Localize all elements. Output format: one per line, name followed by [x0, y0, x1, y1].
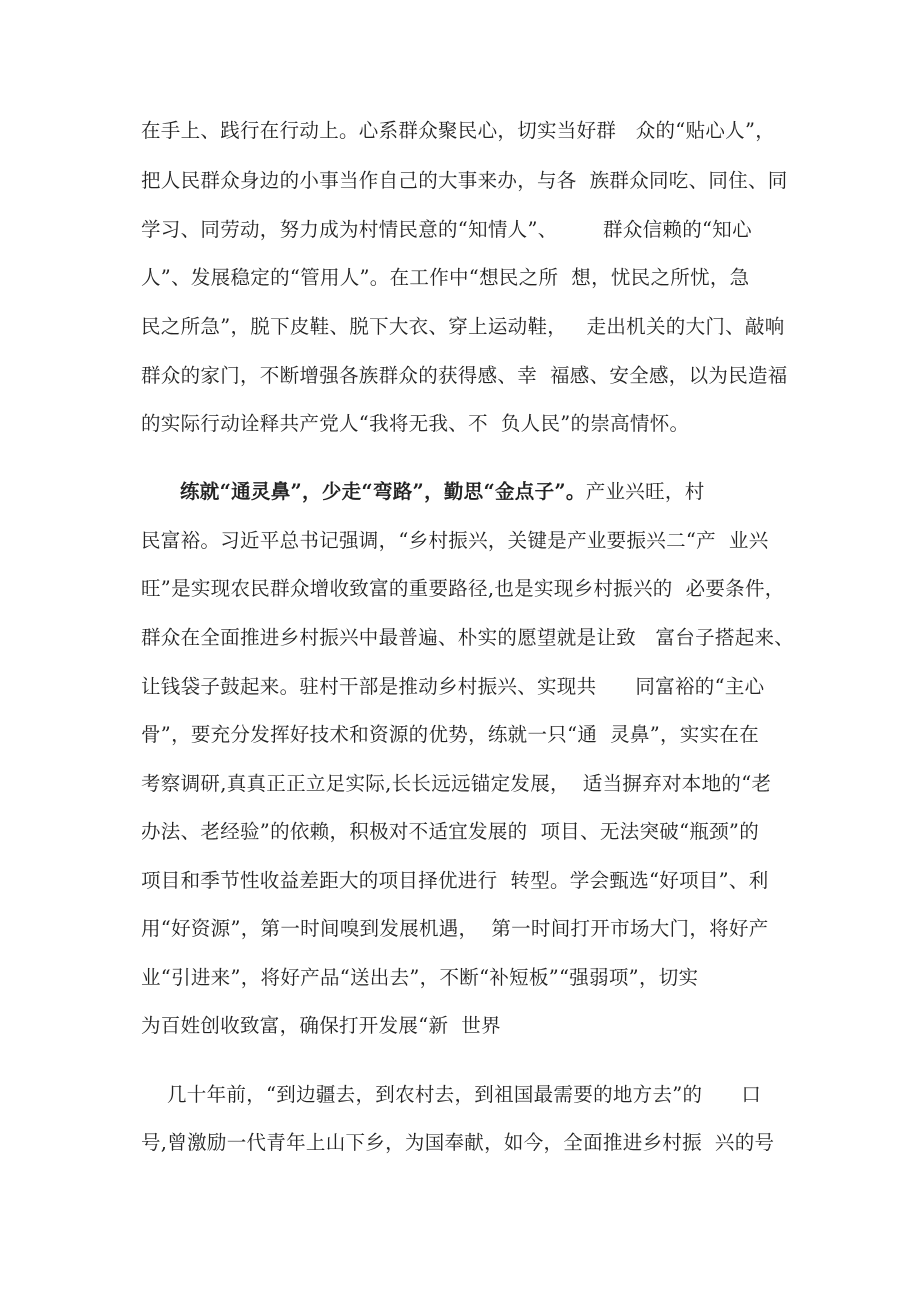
text-line: 办法、老经验”的依赖，积极对不适宜发展的 项目、无法突破“瓶颈”的 — [141, 820, 760, 843]
text-line: 旺”是实现农民群众增收致富的重要路径,也是实现乡村振兴的 必要条件， — [141, 577, 785, 600]
text-line — [180, 480, 780, 504]
text-line: 用“好资源”，第一时间嗅到发展机遇， 第一时间打开市场大门，将好产 — [141, 917, 769, 940]
text-line: 业“引进来”，将好产品“送出去”，不断“补短板”“强弱项”，切实 — [141, 966, 699, 989]
text-line: 几十年前，“到边疆去，到农村去，到祖国最需要的地方去”的 口 — [141, 1083, 762, 1106]
text-line: 为百姓创收致富，确保打开发展“新 世界 — [141, 1014, 501, 1037]
text-line: 学习、同劳动，努力成为村情民意的“知情人”、 群众信赖的“知心 — [141, 218, 752, 241]
heading-line-rest: 产业兴旺，村 — [585, 480, 705, 503]
text-line: 在手上、践行在行动上。心系群众聚民心，切实当好群 众的“贴心人”， — [141, 119, 776, 142]
text-line: 民之所急”，脱下皮鞋、脱下大衣、穿上运动鞋， 走出机关的大门、敲响 — [141, 315, 785, 338]
text-line: 考察调研,真真正正立足实际,长长远远锚定发展， 适当摒弃对本地的“老 — [141, 772, 772, 795]
text-line: 项目和季节性收益差距大的项目择优进行 转型。学会甄选“好项目”、利 — [141, 869, 769, 892]
text-line: 群众的家门，不断增强各族群众的获得感、幸 福感、安全感，以为民造福 — [141, 364, 788, 387]
text-line: 骨”，要充分发挥好技术和资源的优势，练就一只“通 灵鼻”，实实在在 — [141, 723, 760, 746]
text-line: 人”、发展稳定的“管用人”。在工作中“想民之所 想，忧民之所忧，急 — [141, 266, 750, 289]
text-line: 让钱袋子鼓起来。驻村干部是推动乡村振兴、实现共 同富裕的“主心 — [141, 675, 765, 698]
text-line: 群众在全面推进乡村振兴中最普遍、朴实的愿望就是让致 富台子搭起来、 — [141, 626, 795, 649]
text-line: 民富裕。习近平总书记强调，“乡村振兴，关键是产业要振兴二“产 业兴 — [141, 529, 769, 552]
text-line: 的实际行动诠释共产党人“我将无我、不 负人民”的崇高情怀。 — [141, 412, 690, 435]
paragraph-heading: 练就“通灵鼻”，少走“弯路”，勤思“金点子”。 — [180, 480, 586, 503]
text-line: 号,曾激励一代青年上山下乡，为国奉献，如今，全面推进乡村振 兴的号 — [141, 1131, 775, 1154]
text-line: 把人民群众身边的小事当作自己的大事来办，与各 族群众同吃、同住、同 — [141, 169, 788, 192]
